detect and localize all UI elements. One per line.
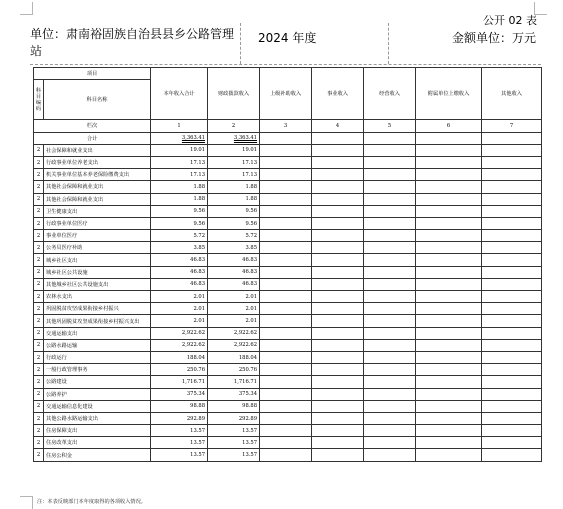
row-empty — [482, 425, 542, 437]
row-empty — [260, 315, 312, 327]
row-empty — [416, 242, 482, 254]
table-row — [34, 181, 542, 193]
row-code: 2 — [34, 449, 44, 461]
row-empty — [260, 376, 312, 388]
row-empty — [364, 217, 416, 229]
project-header: 项目 — [34, 68, 151, 80]
row-total: 2,922.62 — [151, 339, 208, 351]
row-empty — [260, 156, 312, 168]
table-row — [34, 205, 542, 217]
table-row — [34, 169, 542, 181]
row-total: 5.72 — [151, 230, 208, 242]
index-number: 6 — [416, 120, 482, 133]
row-total: 188.04 — [151, 351, 208, 363]
total-value — [416, 132, 482, 144]
row-empty — [312, 303, 364, 315]
row-fiscal: 2.01 — [208, 303, 260, 315]
index-number: 5 — [364, 120, 416, 133]
code-header: 科目编码 — [34, 80, 44, 120]
row-empty — [364, 425, 416, 437]
row-empty — [416, 217, 482, 229]
column-header: 上级补助收入 — [260, 68, 312, 120]
table-number: 公开 02 表 — [483, 14, 537, 27]
row-code: 2 — [34, 266, 44, 278]
row-empty — [416, 291, 482, 303]
row-empty — [312, 291, 364, 303]
row-empty — [482, 217, 542, 229]
row-empty — [312, 376, 364, 388]
row-empty — [312, 437, 364, 449]
row-empty — [364, 193, 416, 205]
row-code: 2 — [34, 400, 44, 412]
row-empty — [312, 339, 364, 351]
total-value — [482, 132, 542, 144]
row-total: 375.34 — [151, 388, 208, 400]
row-fiscal: 1.88 — [208, 193, 260, 205]
row-name: 交通运输支出 — [44, 327, 151, 339]
table-row — [34, 266, 542, 278]
row-total: 1.88 — [151, 193, 208, 205]
row-fiscal: 2.01 — [208, 291, 260, 303]
row-fiscal: 13.57 — [208, 437, 260, 449]
row-empty — [364, 205, 416, 217]
row-name: 住房公积金 — [44, 449, 151, 461]
table-row — [34, 315, 542, 327]
row-empty — [260, 266, 312, 278]
table-row — [34, 400, 542, 412]
table-row — [34, 193, 542, 205]
row-code: 2 — [34, 388, 44, 400]
header-rule — [30, 64, 541, 65]
row-fiscal: 250.76 — [208, 364, 260, 376]
column-header: 事业收入 — [312, 68, 364, 120]
row-fiscal: 2,922.62 — [208, 339, 260, 351]
row-empty — [482, 144, 542, 156]
row-empty — [260, 303, 312, 315]
table-row — [34, 351, 542, 363]
row-name: 行政运行 — [44, 351, 151, 363]
row-name: 其他社会保障和就业支出 — [44, 181, 151, 193]
row-empty — [482, 364, 542, 376]
table-row — [34, 254, 542, 266]
row-fiscal: 2,922.62 — [208, 327, 260, 339]
row-total: 1.88 — [151, 181, 208, 193]
row-name: 公务员医疗补助 — [44, 242, 151, 254]
row-total: 13.57 — [151, 449, 208, 461]
row-empty — [482, 315, 542, 327]
row-empty — [416, 278, 482, 290]
row-total: 1,716.71 — [151, 376, 208, 388]
row-fiscal: 292.89 — [208, 412, 260, 424]
row-empty — [416, 339, 482, 351]
row-empty — [416, 364, 482, 376]
row-empty — [364, 412, 416, 424]
column-header: 其他收入 — [482, 68, 542, 120]
row-fiscal: 17.13 — [208, 169, 260, 181]
row-empty — [364, 156, 416, 168]
header-divider — [388, 23, 389, 64]
row-empty — [312, 242, 364, 254]
row-empty — [416, 181, 482, 193]
row-empty — [416, 449, 482, 461]
row-fiscal: 13.57 — [208, 425, 260, 437]
row-empty — [482, 242, 542, 254]
row-empty — [312, 193, 364, 205]
row-empty — [364, 437, 416, 449]
index-number: 4 — [312, 120, 364, 133]
row-empty — [260, 388, 312, 400]
row-empty — [416, 193, 482, 205]
row-empty — [482, 278, 542, 290]
row-empty — [312, 315, 364, 327]
table-row — [34, 291, 542, 303]
row-empty — [482, 376, 542, 388]
row-code: 2 — [34, 351, 44, 363]
row-empty — [260, 254, 312, 266]
row-empty — [364, 181, 416, 193]
row-fiscal: 13.57 — [208, 449, 260, 461]
row-empty — [364, 242, 416, 254]
row-code: 2 — [34, 425, 44, 437]
row-empty — [312, 351, 364, 363]
row-empty — [364, 400, 416, 412]
row-empty — [260, 291, 312, 303]
row-empty — [482, 351, 542, 363]
row-code: 2 — [34, 412, 44, 424]
income-table — [33, 67, 542, 462]
index-label: 栏次 — [34, 120, 151, 133]
header-divider — [240, 23, 241, 64]
row-fiscal: 98.88 — [208, 400, 260, 412]
row-empty — [416, 412, 482, 424]
row-empty — [312, 181, 364, 193]
row-empty — [260, 193, 312, 205]
row-empty — [312, 327, 364, 339]
row-empty — [364, 230, 416, 242]
row-code: 2 — [34, 278, 44, 290]
row-fiscal: 3.85 — [208, 242, 260, 254]
row-empty — [260, 449, 312, 461]
unit-name: 单位：肃南裕固族自治县县乡公路管理站 — [30, 27, 235, 58]
row-fiscal: 9.56 — [208, 205, 260, 217]
report-year: 2024 年度 — [258, 31, 317, 45]
row-empty — [312, 169, 364, 181]
row-name: 公路建设 — [44, 376, 151, 388]
row-fiscal: 46.83 — [208, 278, 260, 290]
row-empty — [482, 303, 542, 315]
row-fiscal: 46.83 — [208, 254, 260, 266]
row-name: 交通运输信息化建设 — [44, 400, 151, 412]
row-total: 46.83 — [151, 278, 208, 290]
row-total: 2,922.62 — [151, 327, 208, 339]
row-empty — [364, 169, 416, 181]
row-empty — [312, 217, 364, 229]
row-total: 46.83 — [151, 266, 208, 278]
footnote: 注：本表反映部门本年度取得的各项收入情况。 — [37, 499, 146, 505]
row-empty — [364, 449, 416, 461]
row-empty — [364, 351, 416, 363]
column-header: 本年收入合计 — [151, 68, 208, 120]
row-name: 社会保障和就业支出 — [44, 144, 151, 156]
row-empty — [482, 230, 542, 242]
column-header: 财政拨款收入 — [208, 68, 260, 120]
row-empty — [364, 315, 416, 327]
row-fiscal: 46.83 — [208, 266, 260, 278]
row-empty — [364, 388, 416, 400]
name-header: 科目名称 — [44, 80, 151, 120]
row-empty — [312, 364, 364, 376]
row-total: 2.01 — [151, 315, 208, 327]
row-code: 2 — [34, 315, 44, 327]
row-code: 2 — [34, 327, 44, 339]
row-total: 19.01 — [151, 144, 208, 156]
row-empty — [364, 364, 416, 376]
row-code: 2 — [34, 376, 44, 388]
total-value — [364, 132, 416, 144]
row-empty — [312, 266, 364, 278]
row-empty — [260, 169, 312, 181]
row-empty — [416, 376, 482, 388]
row-empty — [416, 144, 482, 156]
row-empty — [364, 291, 416, 303]
row-empty — [312, 400, 364, 412]
table-row — [34, 425, 542, 437]
row-name: 行政事业单位医疗 — [44, 217, 151, 229]
row-empty — [260, 242, 312, 254]
row-empty — [312, 156, 364, 168]
row-name: 其他城乡社区公共设施支出 — [44, 278, 151, 290]
table-row — [34, 388, 542, 400]
row-empty — [416, 266, 482, 278]
row-fiscal: 19.01 — [208, 144, 260, 156]
row-empty — [416, 388, 482, 400]
row-empty — [482, 327, 542, 339]
row-fiscal: 188.04 — [208, 351, 260, 363]
row-empty — [416, 437, 482, 449]
row-empty — [482, 205, 542, 217]
row-name: 其他公路水路运输支出 — [44, 412, 151, 424]
total-value — [260, 132, 312, 144]
row-empty — [312, 144, 364, 156]
total-value: 3,363.41 — [233, 135, 258, 142]
row-empty — [482, 291, 542, 303]
row-code: 2 — [34, 205, 44, 217]
row-name: 住房改革支出 — [44, 437, 151, 449]
row-total: 46.83 — [151, 254, 208, 266]
row-empty — [482, 412, 542, 424]
index-number: 7 — [482, 120, 542, 133]
row-empty — [260, 144, 312, 156]
row-empty — [416, 156, 482, 168]
row-empty — [312, 230, 364, 242]
row-empty — [260, 412, 312, 424]
row-name: 其他社会保障和就业支出 — [44, 193, 151, 205]
row-empty — [482, 156, 542, 168]
row-empty — [416, 230, 482, 242]
row-empty — [482, 339, 542, 351]
table-row — [34, 437, 542, 449]
row-total: 292.89 — [151, 412, 208, 424]
index-number: 2 — [208, 120, 260, 133]
row-code: 2 — [34, 254, 44, 266]
row-total: 2.01 — [151, 291, 208, 303]
row-empty — [312, 449, 364, 461]
row-fiscal: 1.88 — [208, 181, 260, 193]
table-row — [34, 376, 542, 388]
total-value: 3,363.41 — [181, 135, 206, 142]
row-empty — [312, 205, 364, 217]
row-name: 公路养护 — [44, 388, 151, 400]
row-code: 2 — [34, 303, 44, 315]
row-empty — [416, 169, 482, 181]
row-empty — [260, 437, 312, 449]
index-number: 3 — [260, 120, 312, 133]
row-name: 城乡社区公共设施 — [44, 266, 151, 278]
table-row — [34, 339, 542, 351]
total-value — [312, 132, 364, 144]
row-empty — [482, 254, 542, 266]
table-row — [34, 327, 542, 339]
crop-mark-bottom-left — [20, 496, 33, 509]
row-empty — [416, 315, 482, 327]
row-code: 2 — [34, 230, 44, 242]
row-total: 3.85 — [151, 242, 208, 254]
row-code: 2 — [34, 217, 44, 229]
row-code: 2 — [34, 144, 44, 156]
row-code: 2 — [34, 181, 44, 193]
row-empty — [260, 351, 312, 363]
table-row — [34, 230, 542, 242]
row-empty — [482, 181, 542, 193]
row-empty — [364, 339, 416, 351]
row-empty — [416, 327, 482, 339]
row-empty — [260, 339, 312, 351]
row-fiscal: 5.72 — [208, 230, 260, 242]
row-empty — [482, 193, 542, 205]
row-empty — [364, 376, 416, 388]
row-empty — [260, 364, 312, 376]
table-row — [34, 412, 542, 424]
row-empty — [416, 303, 482, 315]
row-empty — [482, 169, 542, 181]
table-row — [34, 156, 542, 168]
row-name: 城乡社区支出 — [44, 254, 151, 266]
table-row — [34, 144, 542, 156]
row-empty — [260, 205, 312, 217]
row-total: 98.88 — [151, 400, 208, 412]
row-total: 17.13 — [151, 156, 208, 168]
row-code: 2 — [34, 242, 44, 254]
row-empty — [260, 230, 312, 242]
row-empty — [482, 400, 542, 412]
row-code: 2 — [34, 193, 44, 205]
row-empty — [260, 217, 312, 229]
amount-unit: 金额单位：万元 — [452, 31, 537, 45]
row-empty — [260, 278, 312, 290]
row-name: 一般行政管理事务 — [44, 364, 151, 376]
row-code: 2 — [34, 364, 44, 376]
row-code: 2 — [34, 291, 44, 303]
row-name: 公路水路运输 — [44, 339, 151, 351]
row-name: 机关事业单位基本养老保险缴费支出 — [44, 169, 151, 181]
row-name: 巩固脱贫攻坚成果衔接乡村振兴 — [44, 303, 151, 315]
row-fiscal: 1,716.71 — [208, 376, 260, 388]
row-empty — [364, 254, 416, 266]
row-empty — [416, 351, 482, 363]
row-empty — [416, 425, 482, 437]
row-total: 2.01 — [151, 303, 208, 315]
row-code: 2 — [34, 437, 44, 449]
table-row — [34, 242, 542, 254]
table-row — [34, 364, 542, 376]
table-row — [34, 217, 542, 229]
row-empty — [364, 303, 416, 315]
row-empty — [482, 449, 542, 461]
table-row — [34, 449, 542, 461]
table-row — [34, 278, 542, 290]
total-label: 合计 — [34, 132, 151, 144]
row-name: 农林水支出 — [44, 291, 151, 303]
row-fiscal: 17.13 — [208, 156, 260, 168]
row-empty — [260, 400, 312, 412]
row-code: 2 — [34, 169, 44, 181]
column-header: 附属单位上缴收入 — [416, 68, 482, 120]
row-empty — [482, 266, 542, 278]
row-empty — [364, 327, 416, 339]
table-row — [34, 303, 542, 315]
row-fiscal: 375.34 — [208, 388, 260, 400]
row-empty — [416, 254, 482, 266]
row-total: 9.56 — [151, 205, 208, 217]
row-total: 13.57 — [151, 425, 208, 437]
row-empty — [482, 437, 542, 449]
row-empty — [364, 266, 416, 278]
row-empty — [364, 278, 416, 290]
row-name: 卫生健康支出 — [44, 205, 151, 217]
row-empty — [260, 327, 312, 339]
row-fiscal: 9.56 — [208, 217, 260, 229]
row-code: 2 — [34, 156, 44, 168]
row-total: 250.76 — [151, 364, 208, 376]
row-empty — [416, 400, 482, 412]
row-empty — [416, 205, 482, 217]
row-name: 其他巩固脱贫攻坚成果衔接乡村振兴支出 — [44, 315, 151, 327]
row-empty — [312, 425, 364, 437]
row-empty — [312, 254, 364, 266]
column-header: 经营收入 — [364, 68, 416, 120]
row-total: 17.13 — [151, 169, 208, 181]
row-total: 13.57 — [151, 437, 208, 449]
crop-mark-top-left — [20, 2, 33, 15]
total-row — [34, 132, 542, 144]
row-empty — [312, 412, 364, 424]
row-fiscal: 2.01 — [208, 315, 260, 327]
row-empty — [260, 181, 312, 193]
row-name: 住房保障支出 — [44, 425, 151, 437]
row-code: 2 — [34, 339, 44, 351]
row-empty — [364, 144, 416, 156]
row-total: 9.56 — [151, 217, 208, 229]
row-empty — [482, 388, 542, 400]
index-number: 1 — [151, 120, 208, 133]
row-empty — [260, 425, 312, 437]
row-name: 事业单位医疗 — [44, 230, 151, 242]
row-empty — [312, 388, 364, 400]
row-name: 行政事业单位养老支出 — [44, 156, 151, 168]
row-empty — [312, 278, 364, 290]
